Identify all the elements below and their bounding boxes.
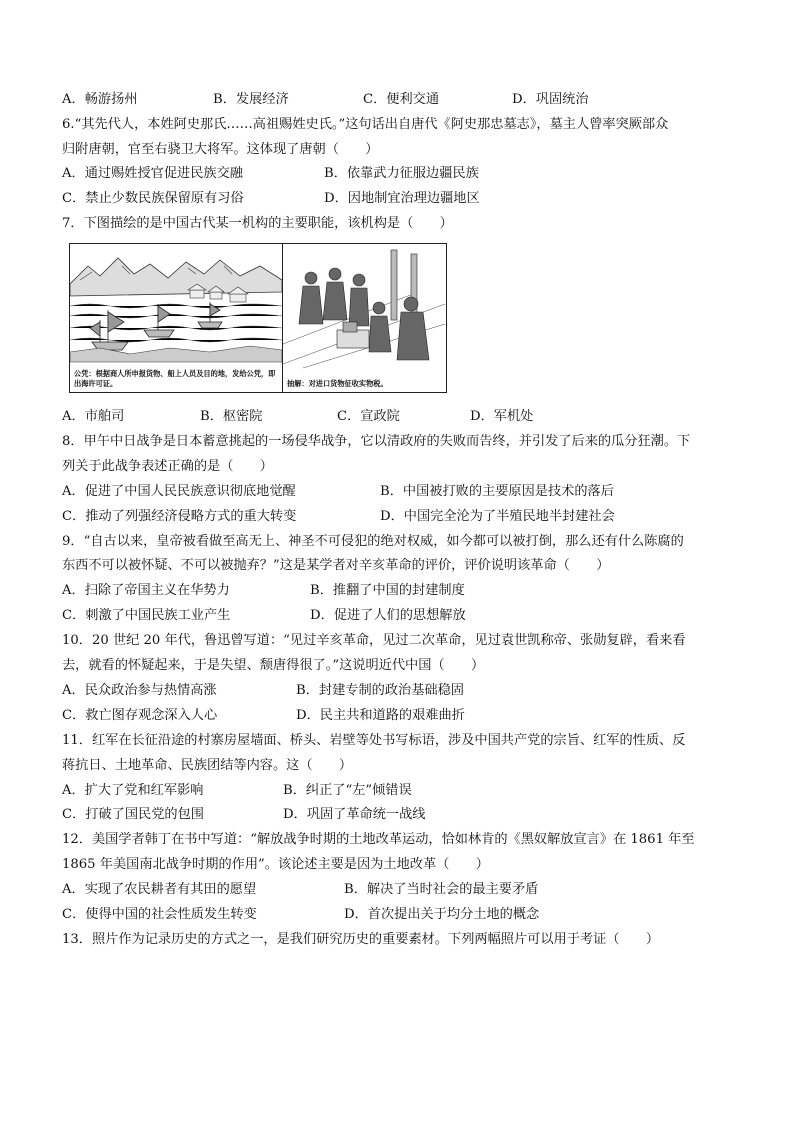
- q6-option-a[interactable]: A．通过赐姓授官促进民族交融: [62, 166, 243, 181]
- q7-panel-harbor: [70, 244, 283, 392]
- q5-option-a[interactable]: A．畅游扬州: [62, 92, 138, 107]
- q6-option-c[interactable]: C．禁止少数民族保留原有习俗: [62, 191, 244, 206]
- q5-option-c[interactable]: C．便利交通: [363, 92, 440, 107]
- q8-option-a[interactable]: A．促进了中国人民民族意识彻底地觉醒: [62, 484, 296, 499]
- q7-caption-left: 公凭：根据商人所申报货物、船上人员及目的地，发给公凭，即出海许可证。: [74, 369, 276, 388]
- q11-option-c[interactable]: C．打破了国民党的包围: [62, 807, 204, 822]
- q6-stem-line2: 归附唐朝，官至右骁卫大将军。这体现了唐朝（ ）: [62, 142, 379, 157]
- q7-illustration: [69, 243, 447, 393]
- q11-option-d[interactable]: D．巩固了革命统一战线: [283, 807, 426, 822]
- q8-option-c[interactable]: C．推动了列强经济侵略方式的重大转变: [62, 509, 297, 524]
- q7-caption-right: 抽解：对进口货物征收实物税。: [287, 378, 388, 388]
- q9-option-d[interactable]: D．促进了人们的思想解放: [310, 608, 466, 623]
- q8-option-b[interactable]: B．中国被打败的主要原因是技术的落后: [380, 484, 614, 499]
- q9-stem-line2: 东西不可以被怀疑、不可以被抛弃？”这是某学者对辛亥革命的评价，评价说明该革命（ ）: [62, 558, 610, 573]
- q7-stem: 7．下图描绘的是中国古代某一机构的主要职能，该机构是（ ）: [62, 216, 453, 231]
- q11-stem-line2: 蒋抗日、土地革命、民族团结等内容。这（ ）: [62, 758, 353, 773]
- q10-option-a[interactable]: A．民众政治参与热情高涨: [62, 683, 217, 698]
- q12-option-a[interactable]: A．实现了农民耕者有其田的愿望: [62, 882, 257, 897]
- q12-stem-line2: 1865 年美国南北战争时期的作用”。该论述主要是因为土地改革（ ）: [62, 857, 489, 872]
- q5-option-d[interactable]: D．巩固统治: [512, 92, 589, 107]
- q10-option-c[interactable]: C．救亡图存观念深入人心: [62, 708, 218, 723]
- q11-option-b[interactable]: B．纠正了“左”倾错误: [283, 783, 412, 798]
- q5-option-b[interactable]: B．发展经济: [213, 92, 289, 107]
- q6-option-b[interactable]: B．依靠武力征服边疆民族: [324, 166, 479, 181]
- q11-stem-line1: 11．红军在长征沿途的村寨房屋墙面、桥头、岩壁等处书写标语，涉及中国共产党的宗旨、红军的性质、反: [62, 733, 686, 748]
- q8-stem-line1: 8．甲午中日战争是日本蓄意挑起的一场侵华战争，它以清政府的失败而告终，并引发了后来的瓜分狂潮。下: [62, 434, 691, 449]
- q7-option-b[interactable]: B．枢密院: [200, 409, 263, 424]
- q12-stem-line1: 12．美国学者韩丁在书中写道：“解放战争时期的土地改革运动，恰如林肯的《黑奴解放宣言》在 1861 年至: [62, 832, 695, 847]
- q10-option-d[interactable]: D．民主共和道路的艰难曲折: [296, 708, 465, 723]
- q10-option-b[interactable]: B．封建专制的政治基础稳固: [296, 683, 464, 698]
- q7-option-d[interactable]: D．军机处: [470, 409, 534, 424]
- q12-option-c[interactable]: C．使得中国的社会性质发生转变: [62, 907, 257, 922]
- q7-option-a[interactable]: A．市舶司: [62, 409, 125, 424]
- q13-stem: 13．照片作为记录历史的方式之一，是我们研究历史的重要素材。下列两幅照片可以用于考证（ ）: [62, 932, 660, 947]
- q9-option-b[interactable]: B．推翻了中国的封建制度: [310, 583, 465, 598]
- q11-option-a[interactable]: A．扩大了党和红军影响: [62, 783, 204, 798]
- q6-option-d[interactable]: D．因地制宜治理边疆地区: [324, 191, 480, 206]
- q8-option-d[interactable]: D．中国完全沦为了半殖民地半封建社会: [380, 509, 615, 524]
- q10-stem-line1: 10．20 世纪 20 年代，鲁迅曾写道：“见过辛亥革命，见过二次革命，见过袁世凯称帝、张勋复辟，看来看: [62, 633, 686, 648]
- q6-stem-line1: 6.“其先代人，本姓阿史那氏……高祖赐姓史氏。”这句话出自唐代《阿史那忠墓志》，墓主人曾率突厥部众: [62, 117, 669, 132]
- q9-stem-line1: 9．“自古以来，皇帝被看做至高无上、神圣不可侵犯的绝对权威，如今都可以被打倒，那么还有什么陈腐的: [62, 534, 684, 549]
- q8-stem-line2: 列关于此战争表述正确的是（ ）: [62, 459, 273, 474]
- q9-option-a[interactable]: A．扫除了帝国主义在华势力: [62, 583, 230, 598]
- q12-option-b[interactable]: B．解决了当时社会的最主要矛盾: [344, 882, 539, 897]
- customs-scene-drawing: [283, 244, 445, 392]
- q7-option-c[interactable]: C．宣政院: [337, 409, 400, 424]
- q7-panel-customs: [283, 244, 445, 392]
- q10-stem-line2: 去，就看的怀疑起来，于是失望、颓唐得很了。”这说明近代中国（ ）: [62, 658, 485, 673]
- q9-option-c[interactable]: C．刺激了中国民族工业产生: [62, 608, 231, 623]
- q12-option-d[interactable]: D．首次提出关于均分土地的概念: [344, 907, 540, 922]
